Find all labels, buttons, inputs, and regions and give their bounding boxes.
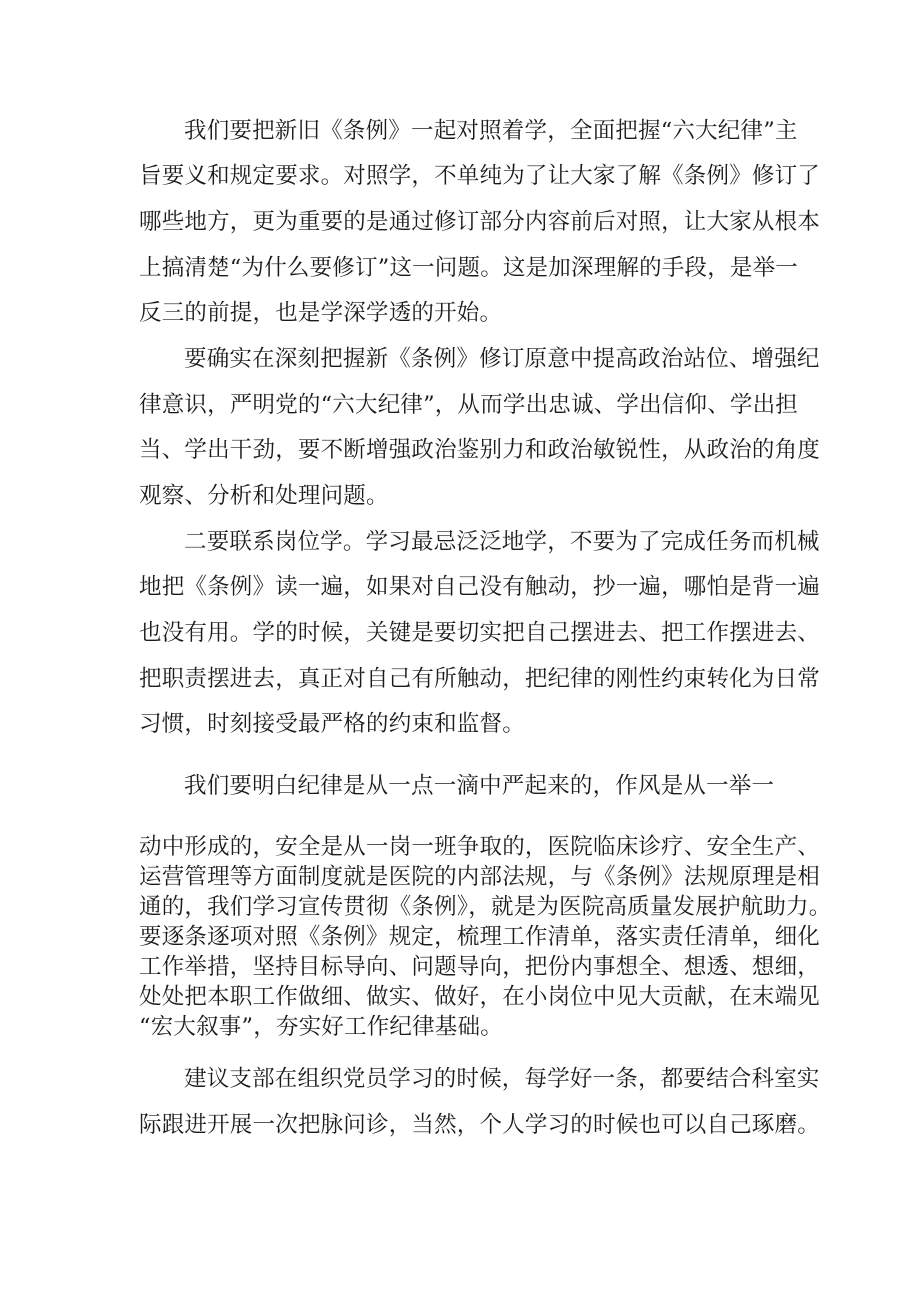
paragraph-3-line-2: 地把《条例》读一遍，如果对自己没有触动，抄一遍，哪怕是背一遍 — [139, 574, 821, 600]
paragraph-4-line-4: 通的，我们学习宣传贯彻《条例》，就是为医院高质量发展护航助力。 — [139, 894, 832, 920]
paragraph-3-line-4: 把职责摆进去，真正对自己有所触动，把纪律的刚性约束转化为日常 — [139, 666, 821, 692]
paragraph-4-line-3: 运营管理等方面制度就是医院的内部法规，与《条例》法规原理是相 — [139, 864, 821, 890]
paragraph-2-line-3: 当、学出干劲，要不断增强政治鉴别力和政治敏锐性，从政治的角度 — [139, 437, 821, 463]
paragraph-3-line-5: 习惯，时刻接受最严格的约束和监督。 — [139, 711, 525, 737]
paragraph-2-line-4: 观察、分析和处理问题。 — [139, 483, 389, 509]
paragraph-5-line-1: 建议支部在组织党员学习的时候，每学好一条，都要结合科室实 — [184, 1066, 820, 1092]
paragraph-1-line-5: 反三的前提，也是学深学透的开始。 — [139, 300, 503, 326]
paragraph-4-line-6: 工作举措，坚持目标导向、问题导向，把份内事想全、想透、想细， — [139, 954, 821, 980]
paragraph-1-line-4: 上搞清楚“为什么要修订”这一问题。这是加深理解的手段，是举一 — [139, 255, 799, 281]
paragraph-1-line-2: 旨要义和规定要求。对照学，不单纯为了让大家了解《条例》修订了 — [139, 163, 821, 189]
paragraph-5-line-2: 际跟进开展一次把脉问诊，当然，个人学习的时候也可以自己琢磨。 — [139, 1112, 821, 1138]
paragraph-3-line-3: 也没有用。学的时候，关键是要切实把自己摆进去、把工作摆进去、 — [139, 620, 821, 646]
paragraph-4-line-1: 我们要明白纪律是从一点一滴中严起来的，作风是从一举一 — [184, 773, 775, 799]
paragraph-4-line-2: 动中形成的，安全是从一岗一班争取的，医院临床诊疗、安全生产、 — [139, 834, 821, 860]
paragraph-2-line-1: 要确实在深刻把握新《条例》修订原意中提高政治站位、增强纪 — [184, 346, 820, 372]
paragraph-4-line-8: “宏大叙事”，夯实好工作纪律基础。 — [139, 1014, 503, 1040]
paragraph-4-line-5: 要逐条逐项对照《条例》规定，梳理工作清单，落实责任清单，细化 — [139, 924, 821, 950]
paragraph-1-line-1: 我们要把新旧《条例》一起对照着学，全面把握“六大纪律”主 — [184, 118, 798, 144]
paragraph-3-line-1: 二要联系岗位学。学习最忌泛泛地学，不要为了完成任务而机械 — [184, 529, 820, 555]
paragraph-2-line-2: 律意识，严明党的“六大纪律”，从而学出忠诚、学出信仰、学出担 — [139, 392, 799, 418]
paragraph-4-line-7: 处处把本职工作做细、做实、做好，在小岗位中见大贡献，在末端见 — [139, 984, 821, 1010]
paragraph-1-line-3: 哪些地方，更为重要的是通过修订部分内容前后对照，让大家从根本 — [139, 209, 821, 235]
